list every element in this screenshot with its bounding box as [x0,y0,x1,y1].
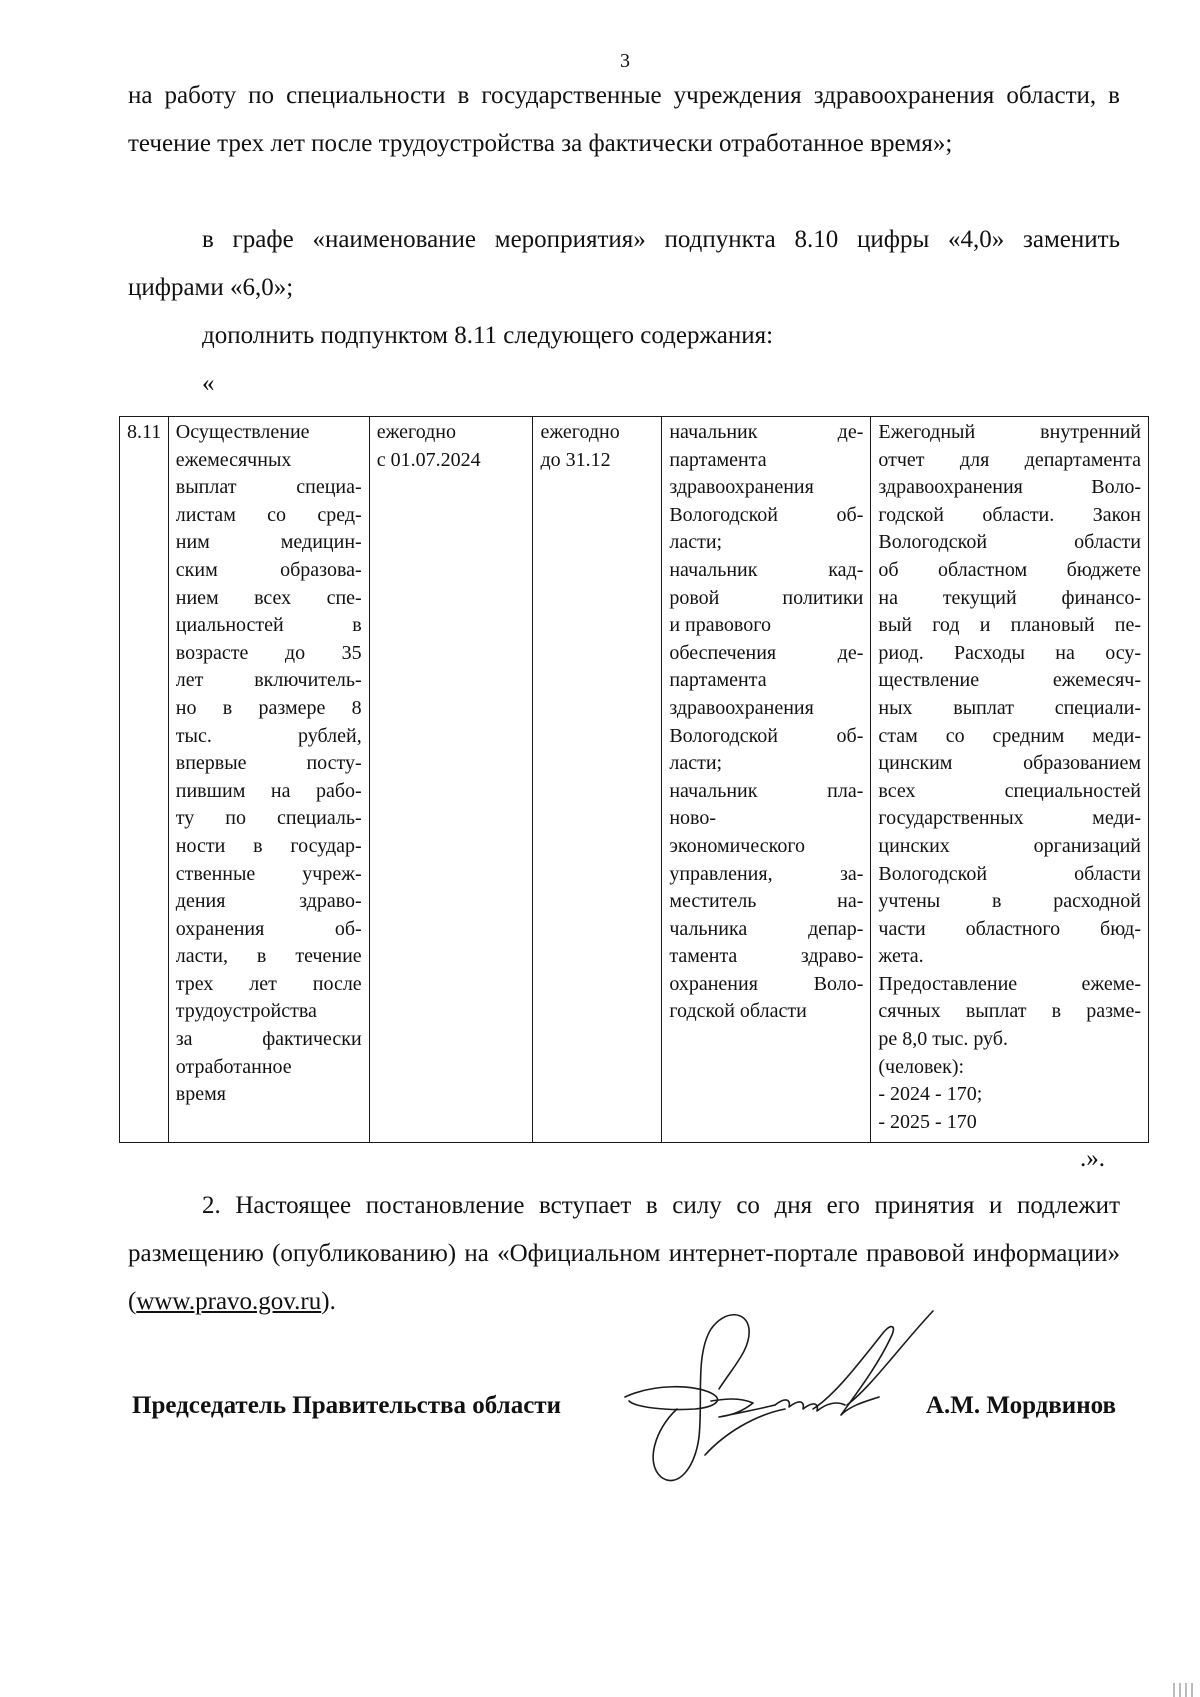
paragraph-continuation: на работу по специальности в государственные учреждения здравоохранения области, в течение трех лет после трудоустройства за фактически отработанное время»; [128,82,1120,157]
cell-line: циальностей в [175,614,362,637]
pravo-link[interactable]: www.pravo.gov.ru [136,1288,322,1315]
open-quote: « [202,370,215,397]
cell-line: ных выплат специали- [878,696,1141,719]
cell-line: ежегодно [376,421,457,443]
cell-line: Вологодской области [878,531,1141,554]
cell-line: ре 8,0 тыс. руб. [878,1028,1008,1051]
cell-line: меститель на- [669,890,864,913]
cell-line: начальник пла- [669,779,864,802]
cell-line: на текущий финансо- [878,586,1141,609]
cell-line: всех специальностей [878,779,1141,802]
cell-line: выплат специа- [175,476,362,499]
cell-line: за фактически [175,1028,362,1051]
cell-line: здравоохранения Воло- [878,476,1141,499]
cell-end [533,417,662,1143]
cell-line: жета. [878,945,924,968]
cell-line: вый год и плановый пе- [878,614,1141,637]
cell-line: обеспечения де- [669,641,864,664]
cell-result [871,417,1149,1143]
cell-line: охранения Воло- [669,972,864,995]
cell-number: 8.11 [120,417,169,1143]
cell-line: ласти, в течение [175,945,362,968]
cell-line: Вологодской об- [669,503,864,526]
cell-line: годской области [669,1000,807,1023]
cell-line: начальник де- [669,421,864,443]
cell-line: государственных меди- [878,807,1141,830]
cell-line: чальника депар- [669,917,864,940]
cell-line: ности в государ- [175,834,362,857]
cell-line: ственные учреж- [175,862,362,885]
cell-line: тыс. рублей, [175,724,362,747]
cell-line: управления, за- [669,862,864,885]
cell-line: учтены в расходной [878,890,1141,913]
cell-line: листам со сред- [175,503,362,526]
cell-line: ту по специаль- [175,807,362,830]
cell-line: ежемесячных [175,448,292,471]
close-quote: .». [1080,1145,1105,1172]
cell-line: ним медицин- [175,531,362,554]
cell-activity [168,417,369,1143]
cell-line: цинских организаций [878,834,1141,857]
cell-line: лет включитель- [175,669,362,692]
cell-line: - 2025 - 170 [878,1110,977,1133]
cell-line: Осуществление [175,421,310,443]
cell-line: до 31.12 [540,448,611,471]
cell-line: ским образова- [175,558,362,581]
cell-line: Вологодской об- [669,724,864,747]
cell-line: возрасте до 35 [175,641,362,664]
cell-line: ежегодно [540,421,620,443]
signatory-name: А.М. Мордвинов [925,1392,1116,1419]
cell-start [369,417,533,1143]
cell-line: годской области. Закон [878,503,1141,526]
paragraph-4-text: 2. Настоящее постановление вступает в силу со дня его принятия и подлежит размещению (опубликованию) на «Официальном интернет-портале правовой информации» ( [128,1192,1120,1315]
paragraph-add-8-11: дополнить подпунктом 8.11 следующего содержания: [202,322,774,349]
handwritten-signature-icon [615,1305,955,1495]
signatory-title: Председатель Правительства области [132,1392,561,1419]
cell-line: ласти; [669,752,723,775]
table-row [120,417,1149,1143]
cell-line: об областном бюджете [878,558,1141,581]
cell-line: трудоустройства [175,1000,317,1023]
cell-line: (человек): [878,1055,965,1078]
cell-line: стам со средним меди- [878,724,1141,747]
cell-line: нием всех спе- [175,586,362,609]
cell-line: цинским образованием [878,752,1141,775]
cell-line: время [175,1083,226,1106]
cell-line: риод. Расходы на осу- [878,641,1141,664]
scan-edge-marks-icon [1170,1680,1200,1697]
cell-line: начальник кад- [669,558,864,581]
cell-line: экономического [669,834,806,857]
cell-line: - 2024 - 170; [878,1083,983,1106]
cell-line: и правового [669,614,771,637]
cell-line: сячных выплат в разме- [878,1000,1141,1023]
cell-line: отработанное [175,1055,292,1078]
cell-line: части областного бюд- [878,917,1141,940]
cell-line: Предоставление ежеме- [878,972,1141,995]
cell-line: ровой политики [669,586,864,609]
cell-line: трех лет после [175,972,362,995]
cell-line: здравоохранения [669,696,814,719]
cell-line: дения здраво- [175,890,362,913]
cell-line: тамента здраво- [669,945,864,968]
paragraph-amendment-8-10: в графе «наименование мероприятия» подпункта 8.10 цифры «4,0» заменить цифрами «6,0»; [128,226,1120,301]
cell-line: с 01.07.2024 [376,448,481,471]
cell-line: отчет для департамента [878,448,1141,471]
cell-line: партамента [669,669,767,692]
page-number: 3 [620,50,630,72]
cell-line: Вологодской области [878,862,1141,885]
cell-line: охранения об- [175,917,362,940]
cell-line: но в размере 8 [175,696,362,719]
cell-line: ществление ежемесяч- [878,669,1141,692]
cell-line: Ежегодный внутренний [878,421,1141,443]
cell-line: пившим на рабо- [175,779,362,802]
cell-responsible [662,417,871,1143]
cell-line: здравоохранения [669,476,814,499]
cell-line: ласти; [669,531,723,554]
cell-line: ново- [669,807,717,830]
paragraph-4-end: ). [321,1288,336,1315]
cell-line: партамента [669,448,767,471]
insert-table [119,416,1149,1143]
cell-line: впервые посту- [175,752,362,775]
